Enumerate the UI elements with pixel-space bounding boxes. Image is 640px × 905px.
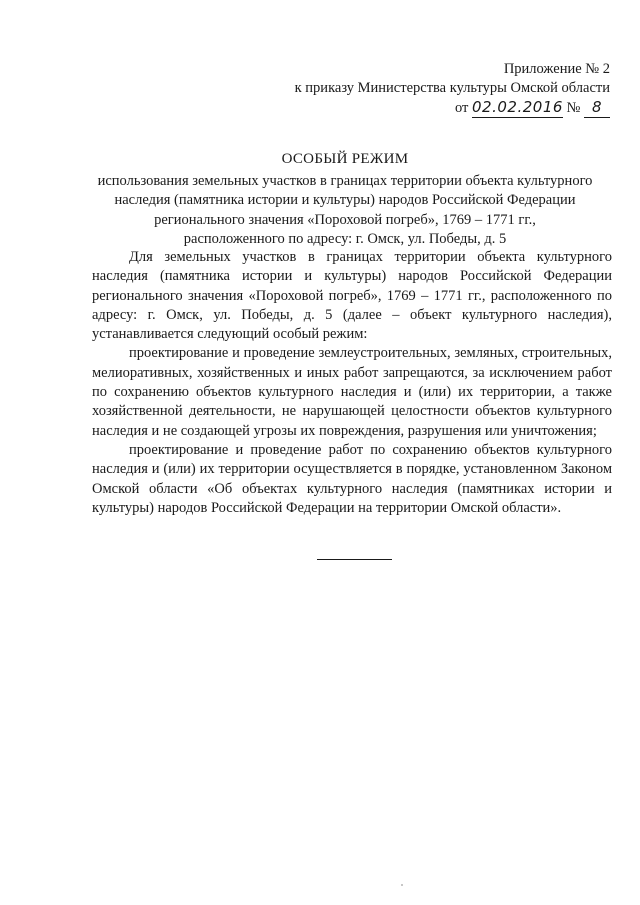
scan-speck bbox=[401, 884, 403, 886]
title-subtitle-line-1: использования земельных участков в границах территории объекта культурного bbox=[97, 172, 593, 189]
order-reference: к приказу Министерства культуры Омской области bbox=[294, 80, 610, 96]
title-subtitle-line-3: регионального значения «Пороховой погреб», 1769 – 1771 гг., bbox=[154, 211, 536, 228]
order-date-line bbox=[295, 98, 610, 118]
body-paragraph-2: проектирование и проведение землеустроительных, земляных, строительных, мелиоративных, хозяйственных и иных работ запрещаются, за исключением работ по сохранению объектов культурного наследия и (или) их территории, а также хозяйственной деятельности, не нарушающей целостности объектов культурного наследия и не создающей угрозы их повреждения, разрушения или уничтожения; bbox=[92, 345, 612, 439]
document-title-block bbox=[80, 150, 610, 250]
document-body bbox=[92, 248, 612, 518]
body-paragraph-1: Для земельных участков в границах территории объекта культурного наследия (памятника истории и культуры) народов Российской Федерации регионального значения «Пороховой погреб», 1769 – 1771 гг., расположенного по адресу: г. Омск, ул. Победы, д. 5 (далее – объект культурного наследия), устанавливается следующий особый режим: bbox=[92, 249, 612, 343]
handwritten-date: 02.02.2016 bbox=[472, 98, 563, 116]
title-subtitle-line-2: наследия (памятника истории и культуры) народов Российской Федерации bbox=[114, 192, 576, 208]
appendix-number: Приложение № 2 bbox=[503, 61, 610, 77]
date-prefix: от bbox=[454, 100, 469, 116]
title-subtitle-line-4: расположенного по адресу: г. Омск, ул. Победы, д. 5 bbox=[183, 231, 507, 247]
body-paragraph-3: проектирование и проведение работ по сохранению объектов культурного наследия и (или) их территории осуществляется в порядке, установленном Законом Омской области «Об объектах культурного наследия (памятниках истории и культуры) народов Российской Федерации на территории Омской области». bbox=[92, 441, 612, 516]
handwritten-order-number: 8 bbox=[584, 98, 610, 118]
document-header bbox=[295, 60, 610, 118]
end-divider bbox=[317, 559, 392, 560]
number-sign: № bbox=[566, 100, 581, 116]
document-title: ОСОБЫЙ РЕЖИМ bbox=[281, 151, 409, 167]
